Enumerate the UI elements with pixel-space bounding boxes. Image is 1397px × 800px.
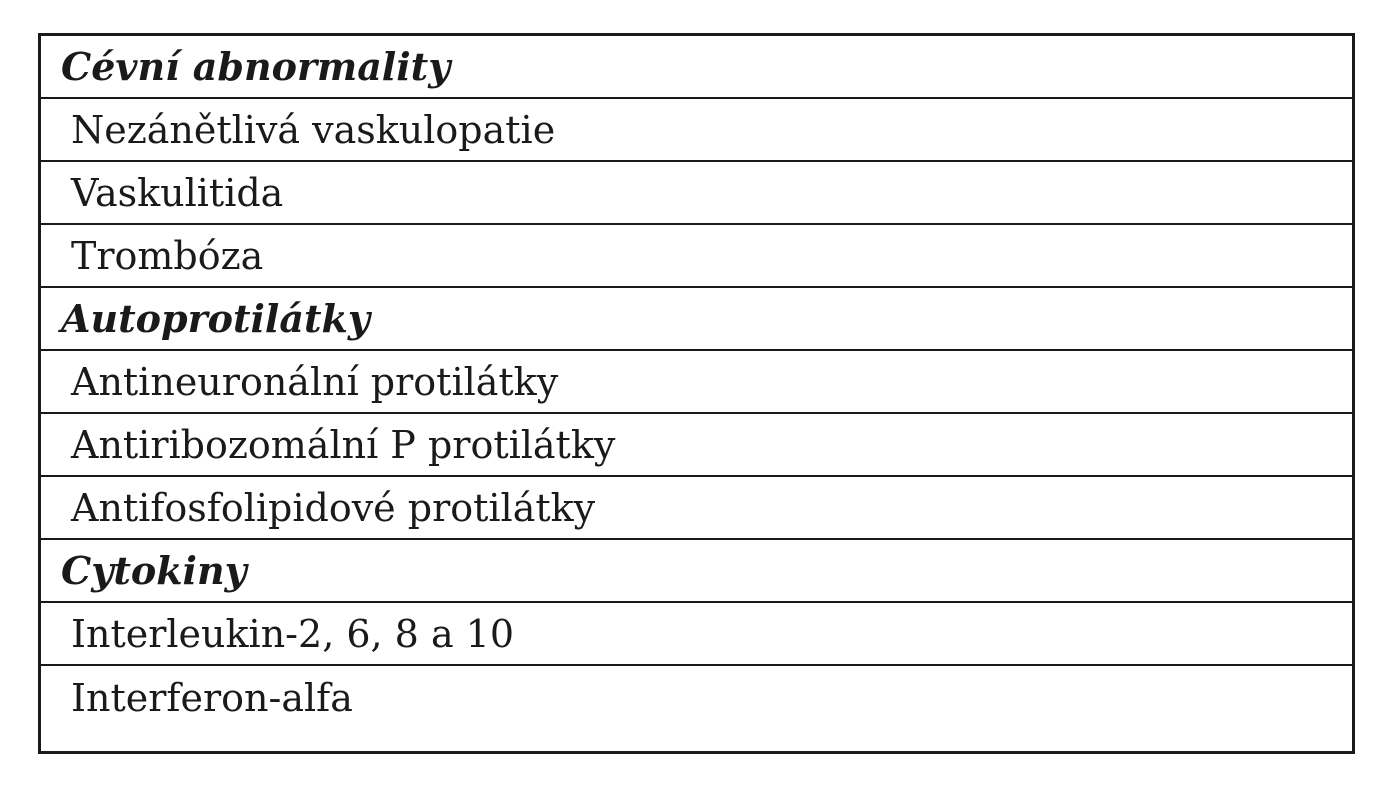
section-header-cytokines: Cytokiny bbox=[41, 540, 1352, 603]
table-row: Interferon-alfa bbox=[71, 676, 353, 720]
table-row: Trombóza bbox=[41, 225, 1352, 288]
section-header-autoantibodies: Autoprotilátky bbox=[41, 288, 1352, 351]
table-row: Antifosfolipidové protilátky bbox=[41, 477, 1352, 540]
section-header-vascular: Cévní abnormality bbox=[41, 36, 1352, 99]
table-row: Vaskulitida bbox=[41, 162, 1352, 225]
classification-table bbox=[38, 33, 1355, 754]
table-row: Interleukin-2, 6, 8 a 10 bbox=[41, 603, 1352, 666]
table-row: Antineuronální protilátky bbox=[41, 351, 1352, 414]
table-row: Nezánětlivá vaskulopatie bbox=[41, 99, 1352, 162]
table-row: Antiribozomální P protilátky bbox=[41, 414, 1352, 477]
